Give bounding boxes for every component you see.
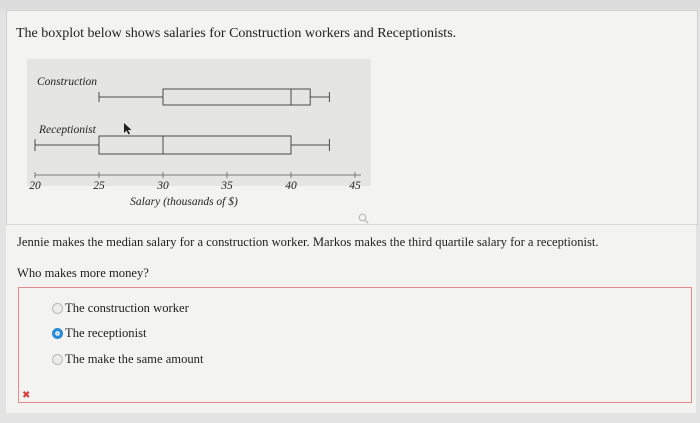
option-label: The construction worker [65,300,189,315]
x-tick-label: 35 [221,180,233,192]
option-label: The receptionist [65,325,147,340]
top-strip [0,0,700,9]
box-iqr [99,136,291,154]
radio-unchecked-icon[interactable] [52,303,63,314]
incorrect-mark-icon: ✖ [22,390,31,401]
x-tick-label: 25 [93,180,105,192]
boxplot-chart [7,11,697,224]
answer-card [6,224,696,413]
question-prompt: The boxplot below shows salaries for Construction workers and Receptionists. [16,26,457,41]
x-tick-label: 30 [157,180,169,192]
option-construction-worker[interactable] [52,299,189,317]
series-label: Construction [37,76,98,88]
mouse-cursor-icon [124,123,132,135]
question-ask: Who makes more money? [17,266,149,280]
x-tick-label: 40 [285,180,297,192]
radio-checked-icon[interactable] [52,328,63,339]
radio-unchecked-icon[interactable] [52,354,63,365]
box-iqr [163,89,310,105]
option-same-amount[interactable] [52,350,203,368]
x-tick-label: 20 [29,180,41,192]
series-label: Receptionist [39,124,96,136]
question-card [6,10,698,225]
x-tick-label: 45 [349,180,361,192]
x-axis-label: Salary (thousands of $) [130,196,238,208]
option-receptionist[interactable] [52,324,146,342]
answer-options-box [18,287,692,403]
search-icon[interactable] [358,213,369,224]
option-label: The make the same amount [65,351,204,366]
question-text: Jennie makes the median salary for a construction worker. Markos makes the third quartile salary for a receptionist. [17,235,599,249]
